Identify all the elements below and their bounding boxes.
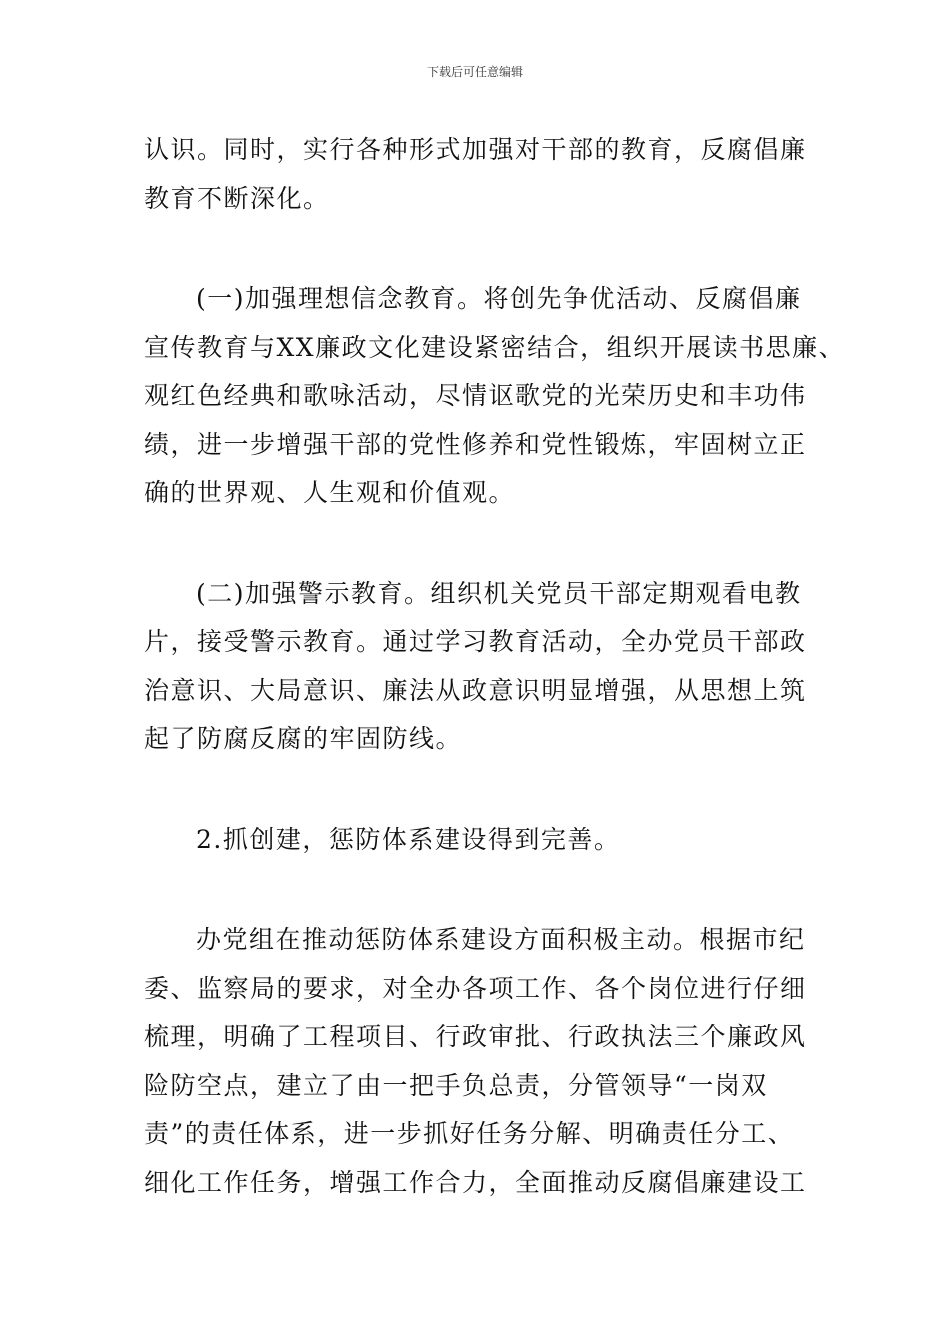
page-header-note: 下载后可任意编辑 — [426, 65, 523, 79]
paragraph-ideal-belief-education — [144, 275, 846, 518]
text-line: 险防空点，建立了由一把手负总责，分管领导“一岗双 — [144, 1070, 768, 1100]
text-line: (二)加强警示教育。组织机关党员干部定期观看电教 — [196, 578, 802, 608]
text-line: 2.抓创建，惩防体系建设得到完善。 — [196, 824, 621, 854]
paragraph-continuation — [144, 126, 834, 223]
text-line: 起了防腐反腐的牢固防线。 — [144, 724, 463, 753]
text-line: 委、监察局的要求，对全办各项工作、各个岗位进行仔细 — [144, 973, 807, 1003]
text-line: 办党组在推动惩防体系建设方面积极主动。根据市纪 — [196, 925, 806, 954]
text-line: 教育不断深化。 — [144, 183, 330, 213]
text-line: 梳理，明确了工程项目、行政审批、行政执法三个廉政风 — [144, 1022, 807, 1051]
section-heading — [144, 816, 834, 865]
paragraph-system-construction — [144, 916, 834, 1207]
text-line: 确的世界观、人生观和价值观。 — [144, 478, 516, 507]
text-line: 治意识、大局意识、廉法从政意识明显增强，从思想上筑 — [144, 675, 807, 705]
text-line: 细化工作任务，增强工作合力，全面推动反腐倡廉建设工 — [144, 1167, 807, 1197]
document-body — [144, 126, 846, 1207]
paragraph-warning-education — [144, 570, 834, 764]
text-line: 片，接受警示教育。通过学习教育活动，全办党员干部政 — [144, 627, 807, 656]
text-line: (一)加强理想信念教育。将创先争优活动、反腐倡廉 — [196, 284, 802, 313]
text-line: 认识。同时，实行各种形式加强对干部的教育，反腐倡廉 — [144, 135, 807, 164]
text-line: 宣传教育与XX廉政文化建设紧密结合，组织开展读书思廉、 — [144, 332, 846, 362]
text-line: 责”的责任体系，进一步抓好任务分解、明确责任分工、 — [144, 1119, 795, 1148]
text-line: 绩，进一步增强干部的党性修养和党性锻炼，牢固树立正 — [144, 429, 807, 459]
text-line: 观红色经典和歌咏活动，尽情讴歌党的光荣历史和丰功伟 — [144, 381, 807, 410]
